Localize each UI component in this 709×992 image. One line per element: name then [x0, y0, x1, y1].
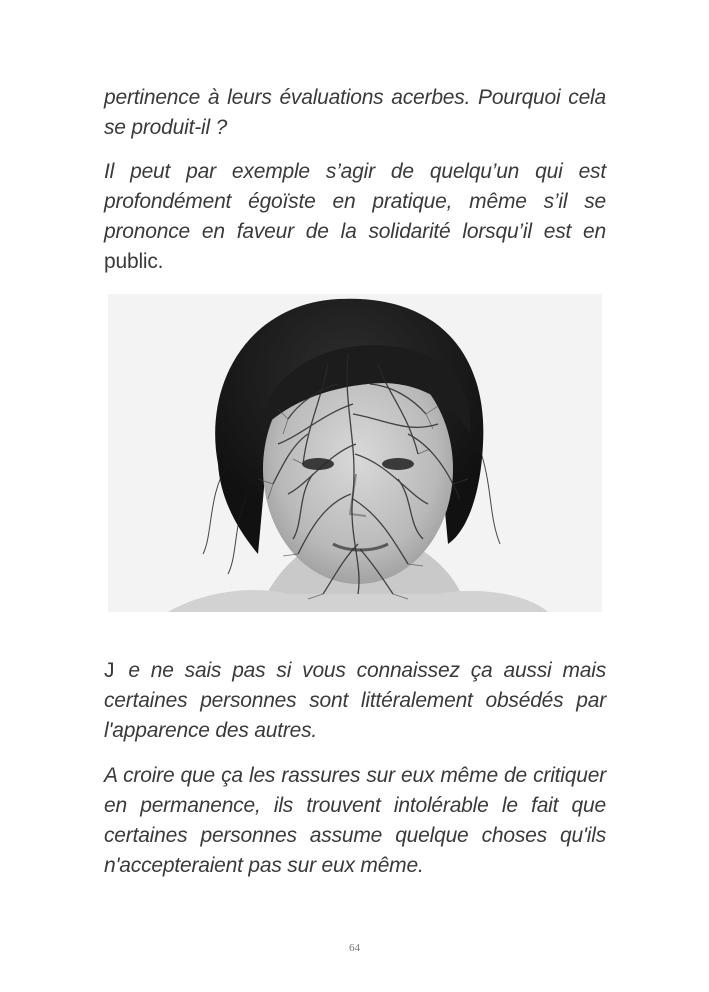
- paragraph-2: [104, 157, 606, 277]
- illustration-image: [108, 294, 602, 612]
- paragraph-3-initial: J: [104, 659, 115, 682]
- paragraph-1-text: pertinence à leurs évaluations acerbes. Pourquoi cela se produit-il ?: [104, 86, 606, 139]
- page-number: 64: [349, 942, 360, 954]
- paragraph-4: [104, 761, 606, 881]
- woman-with-branches-illustration: [108, 294, 602, 612]
- paragraph-2-last-word: public.: [104, 250, 164, 273]
- paragraph-2-text: Il peut par exemple s’agir de quelqu’un qui est profondément égoïste en pratique, même s’il se prononce en faveur de la solidarité lorsqu’il est en: [104, 160, 606, 243]
- paragraph-4-text: A croire que ça les rassures sur eux même de critiquer en permanence, ils trouvent intolérable le fait que certaines personnes assume quelque choses qu'ils n'accepteraient pas sur eux même.: [104, 764, 606, 877]
- paragraph-1: [104, 83, 606, 143]
- paragraph-3: [104, 656, 606, 746]
- paragraph-3-text: e ne sais pas si vous connaissez ça aussi mais certaines personnes sont littéralement obsédés par l'apparence des autres.: [104, 659, 606, 742]
